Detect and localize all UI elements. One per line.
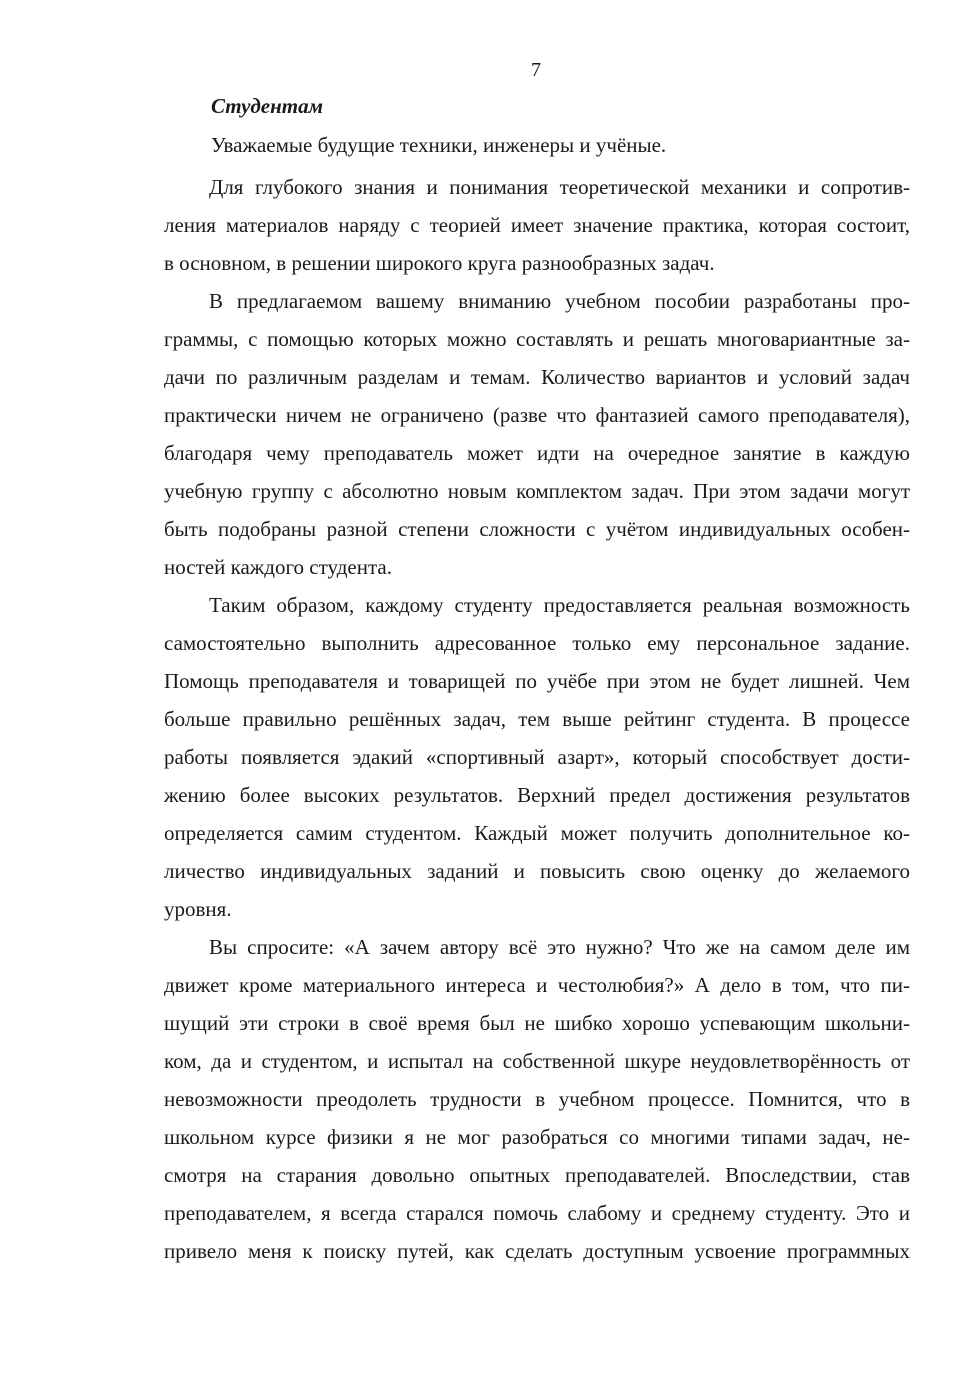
text-line: привело меня к поиску путей, как сделать доступным усвоение программных xyxy=(164,1239,910,1263)
text-line: невозможности преодолеть трудности в учебном процессе. Помнится, что в xyxy=(164,1087,910,1111)
body-text xyxy=(164,168,910,1270)
section-heading: Студентам xyxy=(211,94,323,118)
text-line: быть подобраны разной степени сложности с учётом индивидуальных особен- xyxy=(164,517,910,541)
text-line: личество индивидуальных заданий и повысить свою оценку до желаемого xyxy=(164,859,910,883)
text-line: благодаря чему преподаватель может идти на очередное занятие в каждую xyxy=(164,441,910,465)
text-line: ления материалов наряду с теорией имеет значение практика, которая состоит, xyxy=(164,213,910,237)
text-line: шущий эти строки в своё время был не шибко хорошо успевающим школьни- xyxy=(164,1011,910,1035)
paragraph xyxy=(164,168,910,282)
text-line: дачи по различным разделам и темам. Количество вариантов и условий задач xyxy=(164,365,910,389)
paragraph xyxy=(164,282,910,586)
text-line: школьном курсе физики я не мог разобраться со многими типами задач, не- xyxy=(164,1125,910,1149)
text-line: самостоятельно выполнить адресованное только ему персональное задание. xyxy=(164,631,910,655)
text-line: ком, да и студентом, и испытал на собственной шкуре неудовлетворённость от xyxy=(164,1049,910,1073)
page-number: 7 xyxy=(531,59,541,81)
text-line: определяется самим студентом. Каждый может получить дополнительное ко- xyxy=(164,821,910,845)
text-line: в основном, в решении широкого круга разнообразных задач. xyxy=(164,251,715,275)
text-line: больше правильно решённых задач, тем выше рейтинг студента. В процессе xyxy=(164,707,910,731)
text-line: граммы, с помощью которых можно составлять и решать многовариантные за- xyxy=(164,327,910,351)
text-line: Для глубокого знания и понимания теоретической механики и сопротив- xyxy=(209,175,910,199)
text-line: движет кроме материального интереса и честолюбия?» А дело в том, что пи- xyxy=(164,973,910,997)
text-line: Помощь преподавателя и товарищей по учёбе при этом не будет лишней. Чем xyxy=(164,669,910,693)
text-line: практически ничем не ограничено (разве что фантазией самого преподавателя), xyxy=(164,403,910,427)
text-line: смотря на старания довольно опытных преподавателей. Впоследствии, став xyxy=(164,1163,910,1187)
text-line: преподавателем, я всегда старался помочь слабому и среднему студенту. Это и xyxy=(164,1201,910,1225)
text-line: В предлагаемом вашему вниманию учебном пособии разработаны про- xyxy=(209,289,910,313)
greeting-line: Уважаемые будущие техники, инженеры и учёные. xyxy=(211,133,667,157)
text-line: учебную группу с абсолютно новым комплектом задач. При этом задачи могут xyxy=(164,479,910,503)
text-line: работы появляется эдакий «спортивный азарт», который способствует дости- xyxy=(164,745,910,769)
text-line: ностей каждого студента. xyxy=(164,555,392,579)
text-line: Таким образом, каждому студенту предоставляется реальная возможность xyxy=(209,593,910,617)
paragraph xyxy=(164,586,910,928)
text-line: Вы спросите: «А зачем автору всё это нужно? Что же на самом деле им xyxy=(209,935,910,959)
text-line: жению более высоких результатов. Верхний предел достижения результатов xyxy=(164,783,910,807)
text-line: уровня. xyxy=(164,897,232,921)
paragraph xyxy=(164,928,910,1270)
